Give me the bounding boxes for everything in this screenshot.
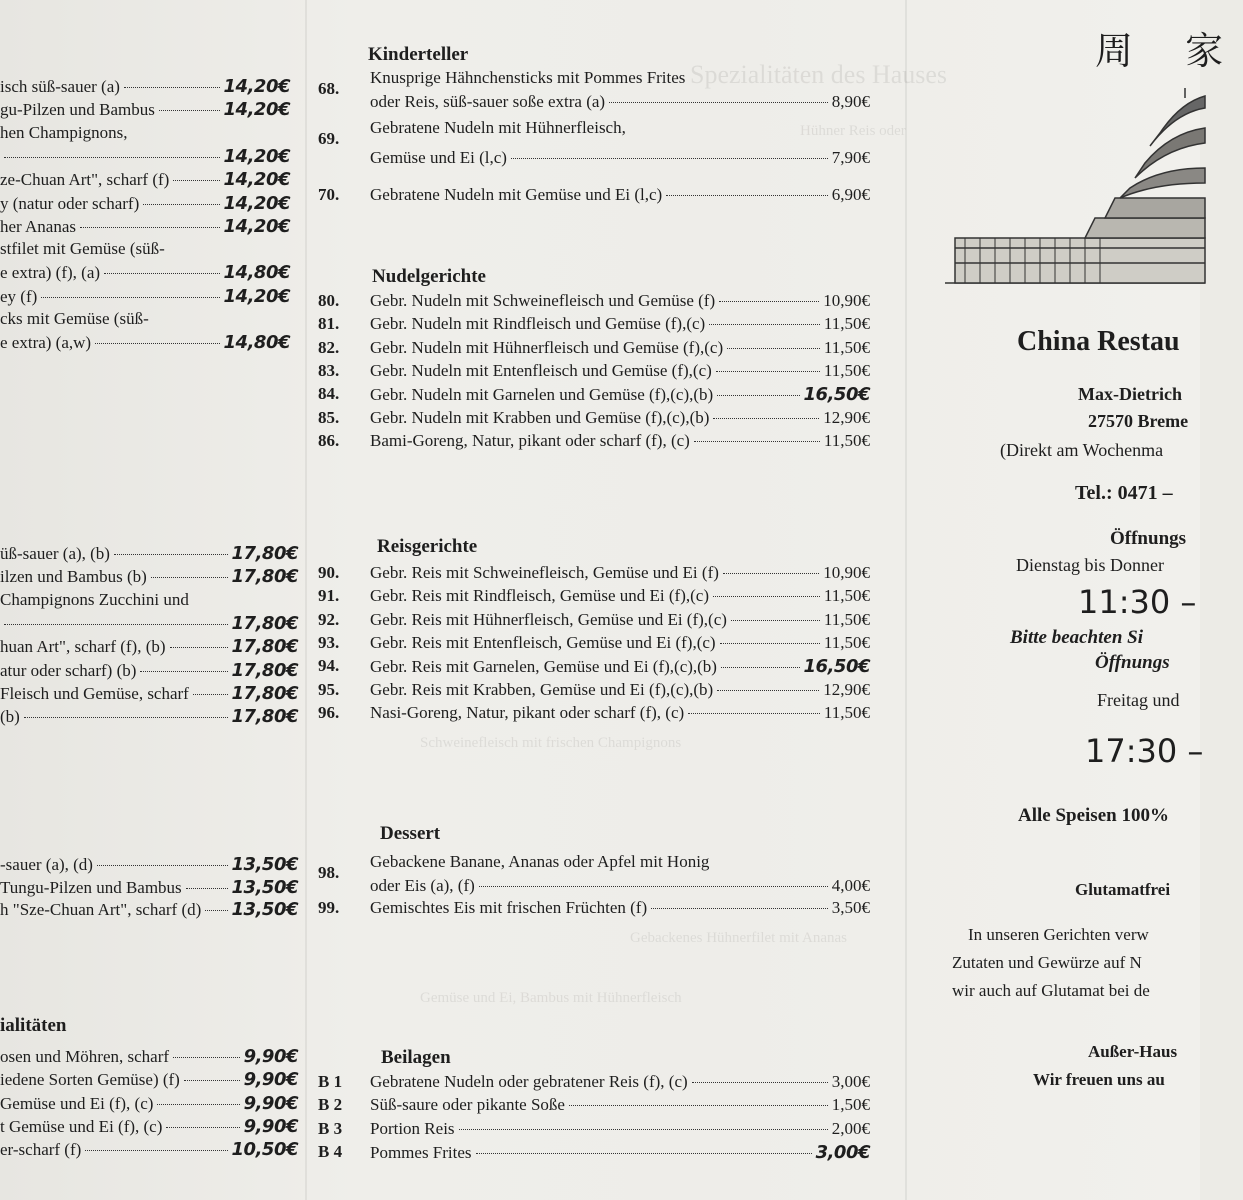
menu-item-row	[370, 291, 870, 311]
item-name: Gemischtes Eis mit frischen Früchten (f)	[370, 898, 648, 917]
item-name: Gebr. Nudeln mit Hühnerfleisch und Gemüse (f),(c)	[370, 337, 724, 357]
glutamat-text-3: wir auch auf Glutamat bei de	[952, 981, 1150, 1000]
menu-item-row	[0, 332, 290, 353]
item-price: 14,20€	[223, 285, 290, 307]
dot-leader	[717, 690, 819, 691]
item-number: 94.	[318, 656, 340, 676]
item-price: 17,80€	[231, 682, 298, 704]
menu-item-row	[370, 610, 870, 630]
item-name: hen Champignons,	[0, 122, 128, 142]
dot-leader	[651, 908, 828, 909]
item-name: Champignons Zucchini und	[0, 589, 189, 609]
warning-line-2: Öffnungs	[1095, 652, 1170, 673]
menu-item-row	[0, 1069, 298, 1090]
item-number: 69.	[318, 129, 340, 148]
dot-leader	[140, 671, 227, 672]
item-price: 3,00€	[831, 1072, 870, 1091]
welcome: Wir freuen uns au	[1033, 1070, 1165, 1089]
menu-item-row	[370, 898, 870, 918]
menu-item-row	[0, 1116, 298, 1137]
item-price: 12,90€	[823, 679, 870, 699]
menu-item-row	[0, 854, 298, 875]
item-number: 70.	[318, 185, 340, 204]
item-number: 96.	[318, 702, 340, 722]
item-price: 17,80€	[231, 612, 298, 634]
item-price: 3,00€	[815, 1141, 870, 1163]
item-name: Süß-saure oder pikante Soße	[370, 1095, 565, 1115]
item-price: 14,20€	[223, 192, 290, 214]
fresh-note: Alle Speisen 100%	[1018, 805, 1169, 826]
menu-item-row	[370, 408, 870, 428]
item-price: 10,90€	[823, 291, 870, 310]
item-name: Gebr. Nudeln mit Garnelen und Gemüse (f),(c),(b)	[370, 385, 714, 405]
dot-leader	[24, 717, 228, 718]
menu-item-row	[370, 680, 870, 700]
item-name: stfilet mit Gemüse (süß-	[0, 239, 165, 259]
item-name: Gebr. Reis mit Entenfleisch, Gemüse und Ei (f),(c)	[370, 632, 716, 652]
restaurant-name: China Restau	[1017, 326, 1180, 357]
item-price: 14,20€	[223, 76, 290, 97]
menu-item-row	[370, 1119, 870, 1139]
item-number: 68.	[318, 79, 340, 98]
menu-item-row	[0, 146, 290, 167]
item-price: 14,20€	[223, 145, 290, 167]
dot-leader	[723, 573, 819, 574]
dot-leader	[694, 441, 820, 442]
item-name: (b)	[0, 707, 20, 727]
menu-item-row	[370, 431, 870, 451]
location-note: (Direkt am Wochenma	[1000, 440, 1164, 460]
item-number: 86.	[318, 430, 340, 450]
dot-leader	[666, 195, 828, 196]
phone: Tel.: 0471 –	[1075, 482, 1173, 504]
dot-leader	[173, 180, 219, 181]
menu-item-row	[370, 1072, 870, 1092]
dot-leader	[85, 1150, 227, 1151]
item-name: e extra) (a,w)	[0, 333, 92, 353]
item-price: 17,80€	[231, 636, 298, 658]
item-name: Nasi-Goreng, Natur, pikant oder scharf (f), (c)	[370, 702, 685, 722]
dot-leader	[716, 371, 820, 372]
item-number: B 3	[318, 1118, 343, 1138]
dot-leader	[159, 110, 220, 111]
dot-leader	[609, 102, 828, 103]
item-number: 85.	[318, 407, 340, 427]
section-title: ialitäten	[0, 1015, 67, 1036]
dot-leader	[459, 1129, 828, 1130]
item-price: 14,20€	[223, 215, 290, 237]
item-number: 80.	[318, 291, 340, 310]
section-title: Reisgerichte	[377, 536, 478, 557]
item-price: 11,50€	[823, 337, 870, 357]
menu-item-row	[0, 877, 298, 898]
item-number: 99.	[318, 898, 340, 917]
item-price: 16,50€	[803, 384, 870, 406]
dot-leader	[97, 865, 228, 866]
item-price: 14,20€	[223, 169, 290, 191]
menu-item-row	[0, 239, 290, 259]
item-price: 9,90€	[243, 1092, 298, 1114]
item-name: Gebratene Nudeln oder gebratener Reis (f), (c)	[370, 1072, 688, 1091]
dot-leader	[205, 910, 227, 911]
dot-leader	[719, 301, 819, 302]
time-1: 11:30 –	[1078, 583, 1197, 621]
menu-item-row	[0, 99, 290, 120]
item-price: 11,50€	[823, 430, 870, 450]
section-title: Dessert	[380, 823, 441, 844]
menu-item-row	[0, 76, 290, 97]
menu-item-row	[0, 216, 290, 237]
item-price: 9,90€	[243, 1046, 298, 1067]
item-price: 14,80€	[223, 262, 290, 284]
menu-item-row	[370, 361, 870, 381]
item-price: 17,80€	[231, 543, 298, 564]
item-price: 10,90€	[823, 563, 870, 582]
dot-leader	[186, 888, 228, 889]
menu-item-row	[0, 1046, 298, 1067]
item-price: 9,90€	[243, 1069, 298, 1091]
dot-leader	[4, 624, 228, 625]
item-name-cont: Gemüse und Ei (l,c)	[370, 148, 507, 167]
item-price: 11,50€	[823, 360, 870, 380]
menu-item-row	[0, 706, 298, 727]
days-1: Dienstag bis Donner	[1016, 555, 1164, 575]
item-price: 11,50€	[823, 632, 870, 652]
menu-item-row	[370, 586, 870, 606]
fold-line	[305, 0, 307, 1200]
item-price: 14,20€	[223, 99, 290, 121]
item-name: Gebr. Nudeln mit Schweinefleisch und Gemüse (f)	[370, 291, 716, 310]
item-price: 11,50€	[823, 314, 870, 334]
dot-leader	[713, 596, 820, 597]
dot-leader	[4, 157, 220, 158]
item-name: ilzen und Bambus (b)	[0, 567, 147, 587]
menu-item-row	[0, 543, 298, 564]
dot-leader	[124, 87, 220, 88]
menu-item-row	[370, 1095, 870, 1115]
item-name: y (natur oder scharf)	[0, 193, 140, 213]
takeaway: Außer-Haus	[1088, 1042, 1178, 1061]
item-name: Gebratene Nudeln mit Gemüse und Ei (l,c)	[370, 185, 663, 204]
dot-leader	[688, 713, 820, 714]
dot-leader	[157, 1104, 239, 1105]
menu-item-row	[0, 636, 298, 657]
item-name: her Ananas	[0, 216, 77, 236]
city: 27570 Breme	[1088, 411, 1189, 431]
glutamat-text-1: In unseren Gerichten verw	[968, 925, 1149, 944]
item-name: osen und Möhren, scharf	[0, 1047, 170, 1066]
dot-leader	[727, 348, 820, 349]
item-name: t Gemüse und Ei (f), (c)	[0, 1116, 163, 1136]
item-number: 82.	[318, 337, 340, 357]
menu-item-row	[370, 1142, 870, 1163]
dot-leader	[193, 694, 228, 695]
menu-item-row	[370, 384, 870, 405]
dot-leader	[104, 273, 219, 274]
item-name: cks mit Gemüse (süß-	[0, 309, 149, 328]
dot-leader	[95, 343, 219, 344]
item-price: 11,50€	[823, 586, 870, 606]
item-name: Fleisch und Gemüse, scharf	[0, 683, 189, 703]
fold-line	[905, 0, 907, 1200]
menu-item-row	[0, 590, 298, 610]
dot-leader	[80, 227, 220, 228]
item-price: 13,50€	[231, 899, 298, 920]
item-name: Gebr. Reis mit Krabben, Gemüse und Ei (f),(c),(b)	[370, 679, 714, 699]
item-name: huan Art", scharf (f), (b)	[0, 637, 166, 657]
chinese-title: 周 家	[1095, 29, 1243, 73]
glutamat-title: Glutamatfrei	[1075, 880, 1171, 899]
street: Max-Dietrich	[1078, 384, 1182, 404]
item-price: 11,50€	[823, 702, 870, 722]
menu-page: Spezialitäten des Hauses Hühner Reis oder Schweinefleisch mit frischen Champignons Gebackenes Hühnerfilet mit Ananas Gemüse und Ei, Bambus mit Hühnerfleisch isch süß-sauer (a) 14,20€ gu-Pilzen und Bambus 14,20€ hen Champignons, 14,20€ ze-Chuan Art", scharf (f) 14,20€ y (natur oder scharf) 14,20€ her Ananas 14,20€ stfilet mit Gemüse (süß- e extra) (f), (a) 14,80€ ey (f) 14,20€ cks mit Gemüse (süß- e extra) (a,w) 14,80€ üß-sauer (a), (b) 17,80€ ilzen und Bambus (b) 17,80€ Champignons Zucchini und 17,80€ huan Art", scharf (f), (b) 17,80€ atur oder scharf) (b) 17,80€ Fleisch und Gemüse, scharf 17,80€ (b) 17,80€ -sauer (a), (d) 13,50€ Tungu-Pilzen und Bambus 13,50€ h "Sze-Chuan Art", scharf (d) 13,50€ ialitäten osen und Möhren, scharf 9,90€ iedene Sorten Gemüse) (f) 9,90€ Gemüse und Ei (f), (c) 9,90€ t Gemüse und Ei (f), (c) 9,90€ er-scharf (f) 10,50€ Kinderteller 68. Knusprige Hähnchensticks mit Pommes Frites oder Reis, süß-sauer soße extra (a) 8,90€ 69. Gebratene Nudeln mit Hühnerfleisch, Gemüse und Ei (l,c) 7,90€ 70. Gebratene Nudeln mit Gemüse und Ei (l,c) 6,90€ Nudelgerichte 80. Gebr. Nudeln mit Schweinefleisch und Gemüse (f) 10,90€ 81. Gebr. Nudeln mit Rindfleisch und Gemüse (f),(c) 11,50€ 82. Gebr. Nudeln mit Hühnerfleisch und Gemüse (f),(c) 11,50€ 83. Gebr. Nudeln mit Entenfleisch und Gemüse (f),(c) 11,50€ 84. Gebr. Nudeln mit Garnelen und Gemüse (f),(c),(b) 16,50€ 85. Gebr. Nudeln mit Krabben und Gemüse (f),(c),(b) 12,90€ 86. Bami-Goreng, Natur, pikant oder scharf (f), (c) 11,50€ Reisgerichte 90. Gebr. Reis mit Schweinefleisch, Gemüse und Ei (f) 10,90€ 91. Gebr. Reis mit Rindfleisch, Gemüse und Ei (f),(c) 11,50€ 92. Gebr. Reis mit Hühnerfleisch, Gemüse und Ei (f),(c) 11,50€ 93. Gebr. Reis mit Entenfleisch, Gemüse und Ei (f),(c) 11,50€ 94. Gebr. Reis mit Garnelen, Gemüse und Ei (f),(c),(b) 16,50€ 95. Gebr. Reis mit Krabben, Gemüse und Ei (f),(c),(b) 12,90€ 96. Nasi-Goreng, Natur, pikant oder scharf (f), (c) 11,50€ Dessert 98. Gebackene Banane, Ananas oder Apfel mit Honig oder Eis (a), (f) 4,00€ 99. Gemischtes Eis mit frischen Früchten (f) 3,50€ Beilagen B 1 Gebratene Nudeln oder gebratener Reis (f), (c) 3,00€ B 2 Süß-saure oder pikante Soße 1,50€ B 3 Portion Reis 2,00€ B 4 Pommes Frites 3,00€ 周 家 China Restau Max-Dietrich 27570 Breme (Direkt am Wochenma Tel.: 0471 – Öffnungs Dienstag bis Donner 11:30 – Bitte beachten Si Öffnungs Freitag und 17:30 – Alle Speisen 100% Glutamatfrei In unseren Gerichten verw Zutaten und Gewürze auf N wir auch auf Glutamat bei de Außer-Haus Wir freuen uns au	[0, 0, 1200, 1200]
item-name: Gebr. Reis mit Schweinefleisch, Gemüse und Ei (f)	[370, 563, 719, 582]
glutamat-text-2: Zutaten und Gewürze auf N	[952, 953, 1142, 972]
item-number: 92.	[318, 609, 340, 629]
item-price: 2,00€	[831, 1118, 870, 1138]
menu-item-row	[370, 185, 870, 205]
item-name: er-scharf (f)	[0, 1140, 82, 1160]
menu-item-row	[0, 309, 290, 329]
item-name: ey (f)	[0, 286, 38, 306]
menu-item-row	[370, 563, 870, 583]
dot-leader	[713, 418, 819, 419]
item-name: h "Sze-Chuan Art", scharf (d)	[0, 900, 202, 919]
menu-item-row	[0, 262, 290, 283]
dot-leader	[151, 577, 228, 578]
item-number: 95.	[318, 679, 340, 699]
time-2: 17:30 –	[1085, 732, 1204, 770]
item-name: üß-sauer (a), (b)	[0, 544, 110, 563]
dot-leader	[479, 886, 828, 887]
item-number: 90.	[318, 563, 340, 582]
menu-item-row	[370, 703, 870, 723]
item-name: Knusprige Hähnchensticks mit Pommes Frites	[370, 68, 686, 87]
item-price: 12,90€	[823, 407, 870, 427]
menu-item-row	[0, 169, 290, 190]
item-number: 93.	[318, 632, 340, 652]
item-name: ze-Chuan Art", scharf (f)	[0, 170, 170, 190]
menu-item-row	[370, 92, 870, 112]
section-title: Kinderteller	[368, 44, 469, 65]
dot-leader	[166, 1127, 239, 1128]
dot-leader	[41, 297, 219, 298]
menu-item-row	[0, 193, 290, 214]
menu-item-row	[370, 633, 870, 653]
dot-leader	[114, 554, 228, 555]
item-name-cont: oder Reis, süß-sauer soße extra (a)	[370, 92, 606, 111]
item-name: Gemüse und Ei (f), (c)	[0, 1093, 154, 1113]
dot-leader	[717, 395, 799, 396]
item-name: atur oder scharf) (b)	[0, 660, 137, 680]
item-price: 1,50€	[831, 1095, 870, 1115]
item-price: 13,50€	[231, 876, 298, 898]
temple-illustration	[945, 88, 1205, 288]
item-price: 8,90€	[831, 92, 870, 111]
item-number: 98.	[318, 863, 340, 882]
dot-leader	[569, 1105, 828, 1106]
days-2: Freitag und	[1097, 690, 1180, 710]
menu-item-row	[0, 683, 298, 704]
item-name: Gebr. Nudeln mit Krabben und Gemüse (f),(c),(b)	[370, 407, 710, 427]
item-name: Gebr. Nudeln mit Rindfleisch und Gemüse (f),(c)	[370, 314, 706, 334]
item-name: Bami-Goreng, Natur, pikant oder scharf (f), (c)	[370, 430, 690, 450]
dot-leader	[709, 324, 820, 325]
menu-item-row	[370, 876, 870, 896]
dot-leader	[170, 647, 228, 648]
item-price: 4,00€	[831, 876, 870, 895]
item-price: 6,90€	[831, 185, 870, 204]
item-price: 16,50€	[803, 656, 870, 678]
item-number: B 2	[318, 1095, 343, 1115]
dot-leader	[692, 1082, 828, 1083]
item-price: 17,80€	[231, 659, 298, 681]
dot-leader	[143, 204, 219, 205]
item-name: Pommes Frites	[370, 1142, 472, 1162]
item-name: Gebr. Nudeln mit Entenfleisch und Gemüse (f),(c)	[370, 360, 712, 380]
warning-line-1: Bitte beachten Si	[1010, 627, 1143, 648]
item-price: 14,80€	[223, 332, 290, 354]
menu-item-row	[0, 286, 290, 307]
item-name: -sauer (a), (d)	[0, 855, 93, 874]
item-name: Gebr. Reis mit Hühnerfleisch, Gemüse und Ei (f),(c)	[370, 609, 727, 629]
item-number: B 1	[318, 1072, 343, 1091]
item-price: 17,80€	[231, 706, 298, 728]
item-name: Gebratene Nudeln mit Hühnerfleisch,	[370, 118, 626, 137]
section-title: Beilagen	[381, 1047, 451, 1068]
menu-item-row	[370, 148, 870, 168]
item-name: isch süß-sauer (a)	[0, 77, 120, 96]
item-price: 17,80€	[231, 566, 298, 588]
item-number: 83.	[318, 360, 340, 380]
item-price: 9,90€	[243, 1115, 298, 1137]
menu-item-row	[0, 899, 298, 920]
menu-item-row	[370, 314, 870, 334]
item-name: Portion Reis	[370, 1118, 455, 1138]
item-number: B 4	[318, 1141, 343, 1161]
dot-leader	[173, 1057, 240, 1058]
item-number: 81.	[318, 314, 340, 334]
dot-leader	[511, 158, 828, 159]
dot-leader	[476, 1153, 812, 1154]
menu-item-row	[370, 656, 870, 677]
section-title: Nudelgerichte	[372, 266, 486, 287]
item-price: 3,50€	[831, 898, 870, 917]
menu-item-row	[370, 338, 870, 358]
item-name: Tungu-Pilzen und Bambus	[0, 877, 182, 897]
item-name: Gebr. Reis mit Rindfleisch, Gemüse und Ei (f),(c)	[370, 586, 709, 606]
item-number: 91.	[318, 586, 340, 606]
item-name: Gebackene Banane, Ananas oder Apfel mit Honig	[370, 852, 710, 871]
dot-leader	[720, 643, 820, 644]
item-name: Gebr. Reis mit Garnelen, Gemüse und Ei (f),(c),(b)	[370, 657, 717, 677]
menu-item-row	[0, 660, 298, 681]
item-name-cont: oder Eis (a), (f)	[370, 876, 475, 895]
dot-leader	[731, 620, 820, 621]
item-price: 11,50€	[823, 609, 870, 629]
item-number: 84.	[318, 384, 340, 404]
hours-title: Öffnungs	[1110, 528, 1187, 549]
menu-item-row	[0, 1139, 298, 1160]
item-price: 7,90€	[831, 148, 870, 167]
item-name: e extra) (f), (a)	[0, 263, 101, 283]
item-name: gu-Pilzen und Bambus	[0, 100, 155, 120]
menu-item-row	[0, 566, 298, 587]
menu-item-row	[0, 613, 298, 634]
item-price: 13,50€	[231, 854, 298, 875]
right-panel	[940, 0, 1243, 1200]
menu-item-row	[0, 123, 290, 143]
dot-leader	[721, 667, 800, 668]
item-name: iedene Sorten Gemüse) (f)	[0, 1070, 180, 1090]
item-price: 10,50€	[231, 1139, 298, 1161]
menu-item-row	[0, 1093, 298, 1114]
dot-leader	[184, 1080, 240, 1081]
